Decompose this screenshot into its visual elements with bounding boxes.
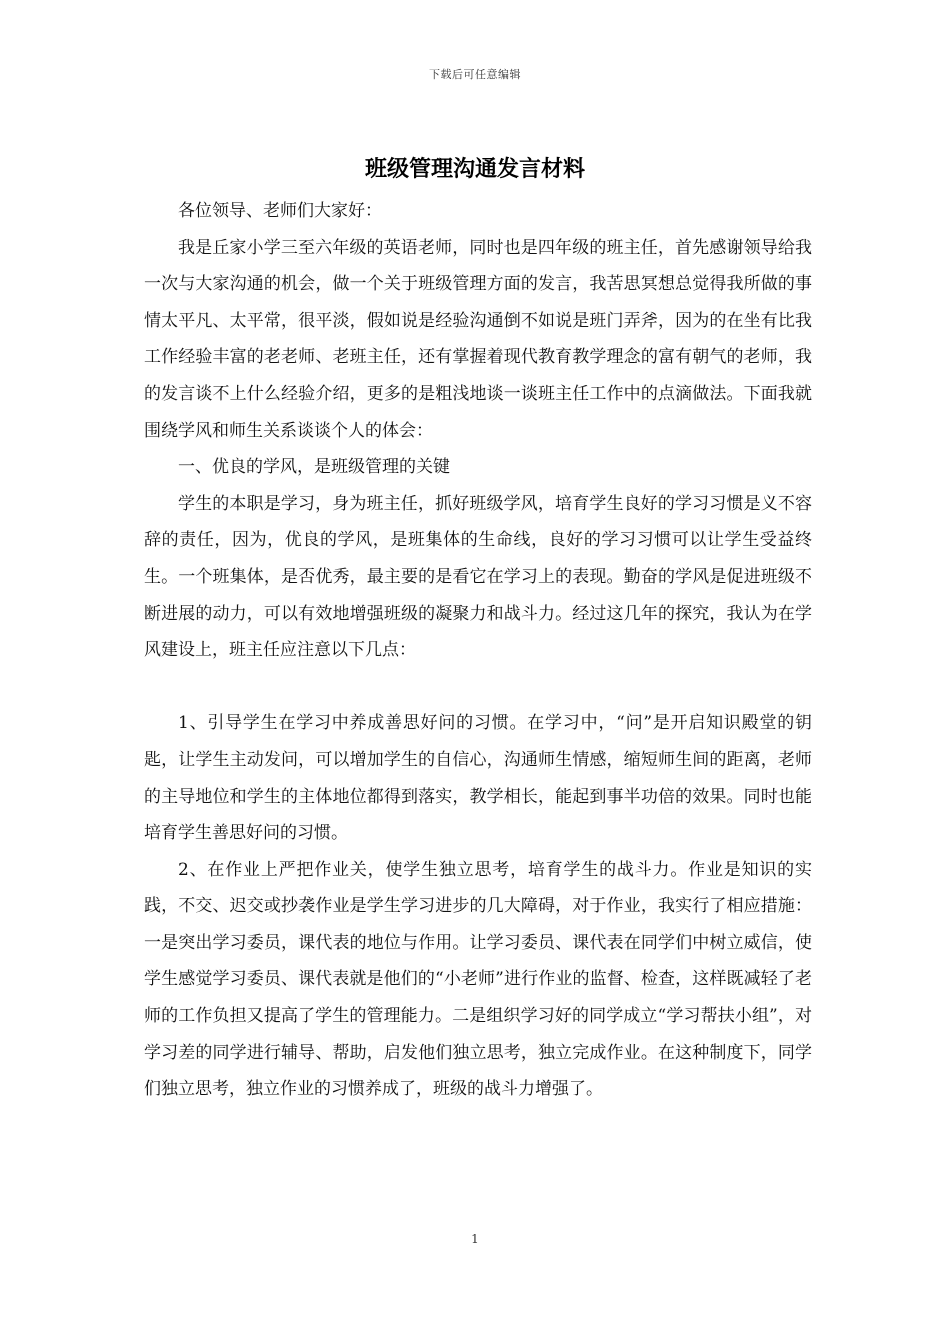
- blank-line: [144, 669, 812, 706]
- header-note: 下载后可任意编辑: [429, 68, 521, 81]
- document-body: [144, 193, 812, 1108]
- point-1-paragraph: 1、引导学生在学习中养成善思好问的习惯。在学习中，“问”是开启知识殿堂的钥匙，让学生主动发问，可以增加学生的自信心，沟通师生情感，缩短师生间的距离，老师的主导地位和学生的主体地位都得到落实，教学相长，能起到事半功倍的效果。同时也能培育学生善思好问的习惯。: [144, 713, 812, 844]
- intro-paragraph: 我是丘家小学三至六年级的英语老师，同时也是四年级的班主任，首先感谢领导给我一次与大家沟通的机会，做一个关于班级管理方面的发言，我苦思冥想总觉得我所做的事情太平凡、太平常，很平淡，假如说是经验沟通倒不如说是班门弄斧，因为的在坐有比我工作经验丰富的老老师、老班主任，还有掌握着现代教育教学理念的富有朝气的老师，我的发言谈不上什么经验介绍，更多的是粗浅地谈一谈班主任工作中的点滴做法。下面我就围绕学风和师生关系谈谈个人的体会：: [144, 237, 812, 441]
- section-paragraph: 学生的本职是学习，身为班主任，抓好班级学风，培育学生良好的学习习惯是义不容辞的责任，因为，优良的学风，是班集体的生命线，良好的学习习惯可以让学生受益终生。一个班集体，是否优秀，最主要的是看它在学习上的表现。勤奋的学风是促进班级不断进展的动力，可以有效地增强班级的凝聚力和战斗力。经过这几年的探究，我认为在学风建设上，班主任应注意以下几点：: [144, 493, 812, 661]
- document-title: 班级管理沟通发言材料: [364, 156, 585, 182]
- section-heading: 一、优良的学风，是班级管理的关键: [178, 457, 450, 478]
- point-2-paragraph: 2、在作业上严把作业关，使学生独立思考，培育学生的战斗力。作业是知识的实践，不交、迟交或抄袭作业是学生学习进步的几大障碍，对于作业，我实行了相应措施：一是突出学习委员，课代表的地位与作用。让学习委员、课代表在同学们中树立威信，使学生感觉学习委员、课代表就是他们的“小老师”进行作业的监督、检查，这样既减轻了老师的工作负担又提高了学生的管理能力。二是组织学习好的同学成立“学习帮扶小组”，对学习差的同学进行辅导、帮助，启发他们独立思考，独立完成作业。在这种制度下，同学们独立思考，独立作业的习惯养成了，班级的战斗力增强了。: [144, 859, 812, 1100]
- page-number: 1: [471, 1232, 479, 1246]
- greeting-paragraph: 各位领导、老师们大家好：: [178, 201, 382, 221]
